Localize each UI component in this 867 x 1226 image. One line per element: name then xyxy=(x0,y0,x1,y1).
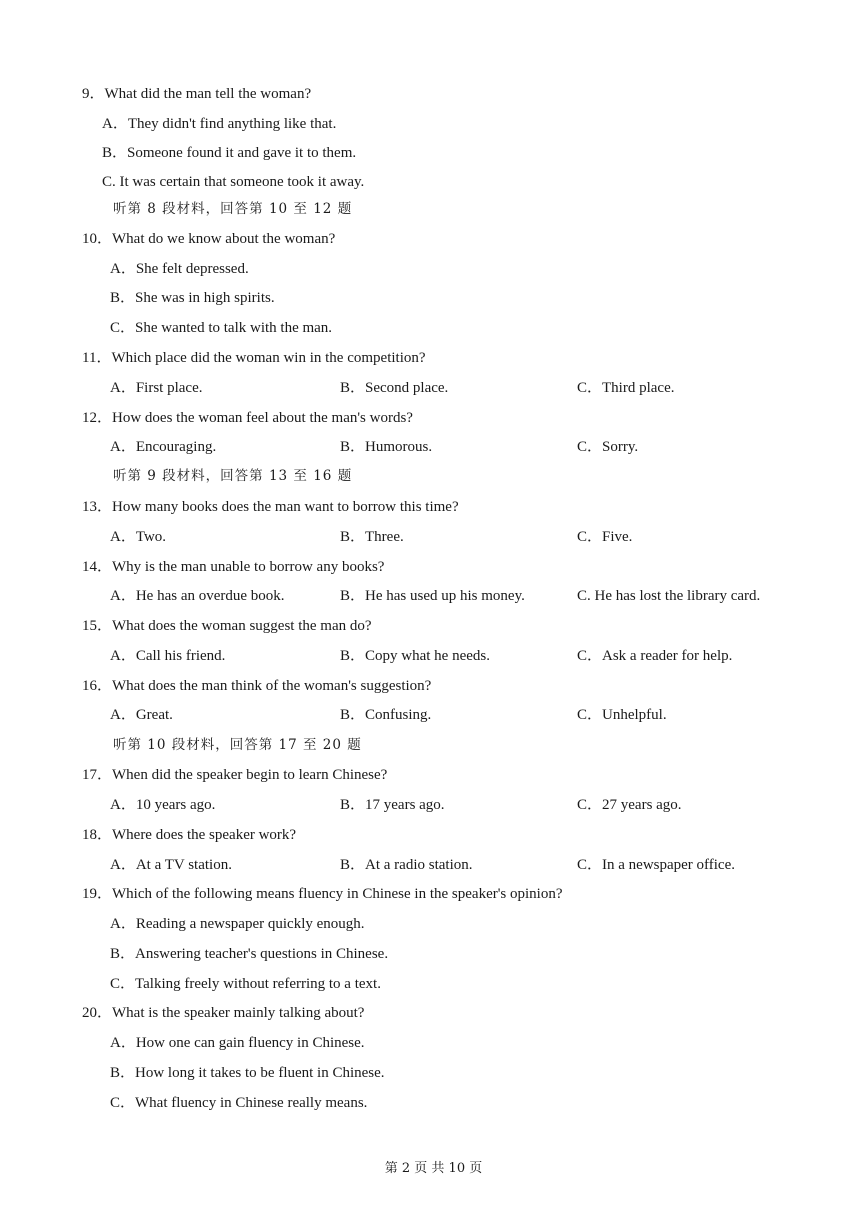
question-17-option-c: C．27 years ago. xyxy=(577,797,682,813)
question-19-option-c: C．Talking freely without referring to a text. xyxy=(110,976,381,992)
question-10-stem: 10．What do we know about the woman? xyxy=(82,231,336,247)
question-9-option-b: B．Someone found it and gave it to them. xyxy=(102,145,357,161)
page-footer: 第 2 页 共 10 页 xyxy=(384,1161,483,1176)
question-12-option-c: C．Sorry. xyxy=(577,439,639,455)
question-14-option-b: B．He has used up his money. xyxy=(340,588,525,604)
question-10-option-b: B．She was in high spirits. xyxy=(110,290,275,306)
question-15-option-a: A．Call his friend. xyxy=(110,648,226,664)
question-16-option-a: A．Great. xyxy=(110,707,173,723)
question-16-option-b: B．Confusing. xyxy=(340,707,432,723)
question-13-option-a: A．Two. xyxy=(110,529,167,545)
question-15-option-b: B．Copy what he needs. xyxy=(340,648,490,664)
question-9-option-a: A．They didn't find anything like that. xyxy=(102,116,337,132)
question-16-option-c: C．Unhelpful. xyxy=(577,707,667,723)
section-instruction-9: 听第 9 段材料，回答第 13 至 16 题 xyxy=(113,468,353,484)
question-20-option-a: A．How one can gain fluency in Chinese. xyxy=(110,1035,365,1051)
question-18-option-b: B．At a radio station. xyxy=(340,857,473,873)
question-14-stem: 14．Why is the man unable to borrow any books? xyxy=(82,559,385,575)
question-12-option-b: B．Humorous. xyxy=(340,439,433,455)
section-instruction-8: 听第 8 段材料，回答第 10 至 12 题 xyxy=(113,201,353,217)
question-14-option-a: A．He has an overdue book. xyxy=(110,588,285,604)
question-20-stem: 20．What is the speaker mainly talking about? xyxy=(82,1005,365,1021)
question-11-option-b: B．Second place. xyxy=(340,380,449,396)
question-13-option-c: C．Five. xyxy=(577,529,633,545)
question-11-option-c: C．Third place. xyxy=(577,380,675,396)
question-17-option-b: B．17 years ago. xyxy=(340,797,445,813)
question-11-stem: 11．Which place did the woman win in the competition? xyxy=(82,350,426,366)
question-12-stem: 12．How does the woman feel about the man's words? xyxy=(82,410,413,426)
question-19-option-a: A．Reading a newspaper quickly enough. xyxy=(110,916,365,932)
question-18-option-a: A．At a TV station. xyxy=(110,857,232,873)
section-instruction-10: 听第 10 段材料，回答第 17 至 20 题 xyxy=(113,737,362,753)
question-20-option-c: C．What fluency in Chinese really means. xyxy=(110,1095,368,1111)
question-9-option-c: C. It was certain that someone took it away. xyxy=(102,174,365,190)
question-19-stem: 19．Which of the following means fluency in Chinese in the speaker's opinion? xyxy=(82,886,563,902)
question-16-stem: 16．What does the man think of the woman's suggestion? xyxy=(82,678,432,694)
question-12-option-a: A．Encouraging. xyxy=(110,439,217,455)
question-13-option-b: B．Three. xyxy=(340,529,404,545)
question-10-option-a: A．She felt depressed. xyxy=(110,261,249,277)
question-9-stem: 9．What did the man tell the woman? xyxy=(82,86,312,102)
question-13-stem: 13．How many books does the man want to borrow this time? xyxy=(82,499,459,515)
question-19-option-b: B．Answering teacher's questions in Chinese. xyxy=(110,946,389,962)
question-10-option-c: C．She wanted to talk with the man. xyxy=(110,320,333,336)
question-18-stem: 18．Where does the speaker work? xyxy=(82,827,297,843)
question-17-option-a: A．10 years ago. xyxy=(110,797,216,813)
question-14-option-c: C. He has lost the library card. xyxy=(577,588,761,604)
question-15-option-c: C．Ask a reader for help. xyxy=(577,648,733,664)
question-15-stem: 15．What does the woman suggest the man do? xyxy=(82,618,372,634)
question-18-option-c: C．In a newspaper office. xyxy=(577,857,735,873)
question-11-option-a: A．First place. xyxy=(110,380,203,396)
question-17-stem: 17．When did the speaker begin to learn Chinese? xyxy=(82,767,388,783)
question-20-option-b: B．How long it takes to be fluent in Chinese. xyxy=(110,1065,385,1081)
